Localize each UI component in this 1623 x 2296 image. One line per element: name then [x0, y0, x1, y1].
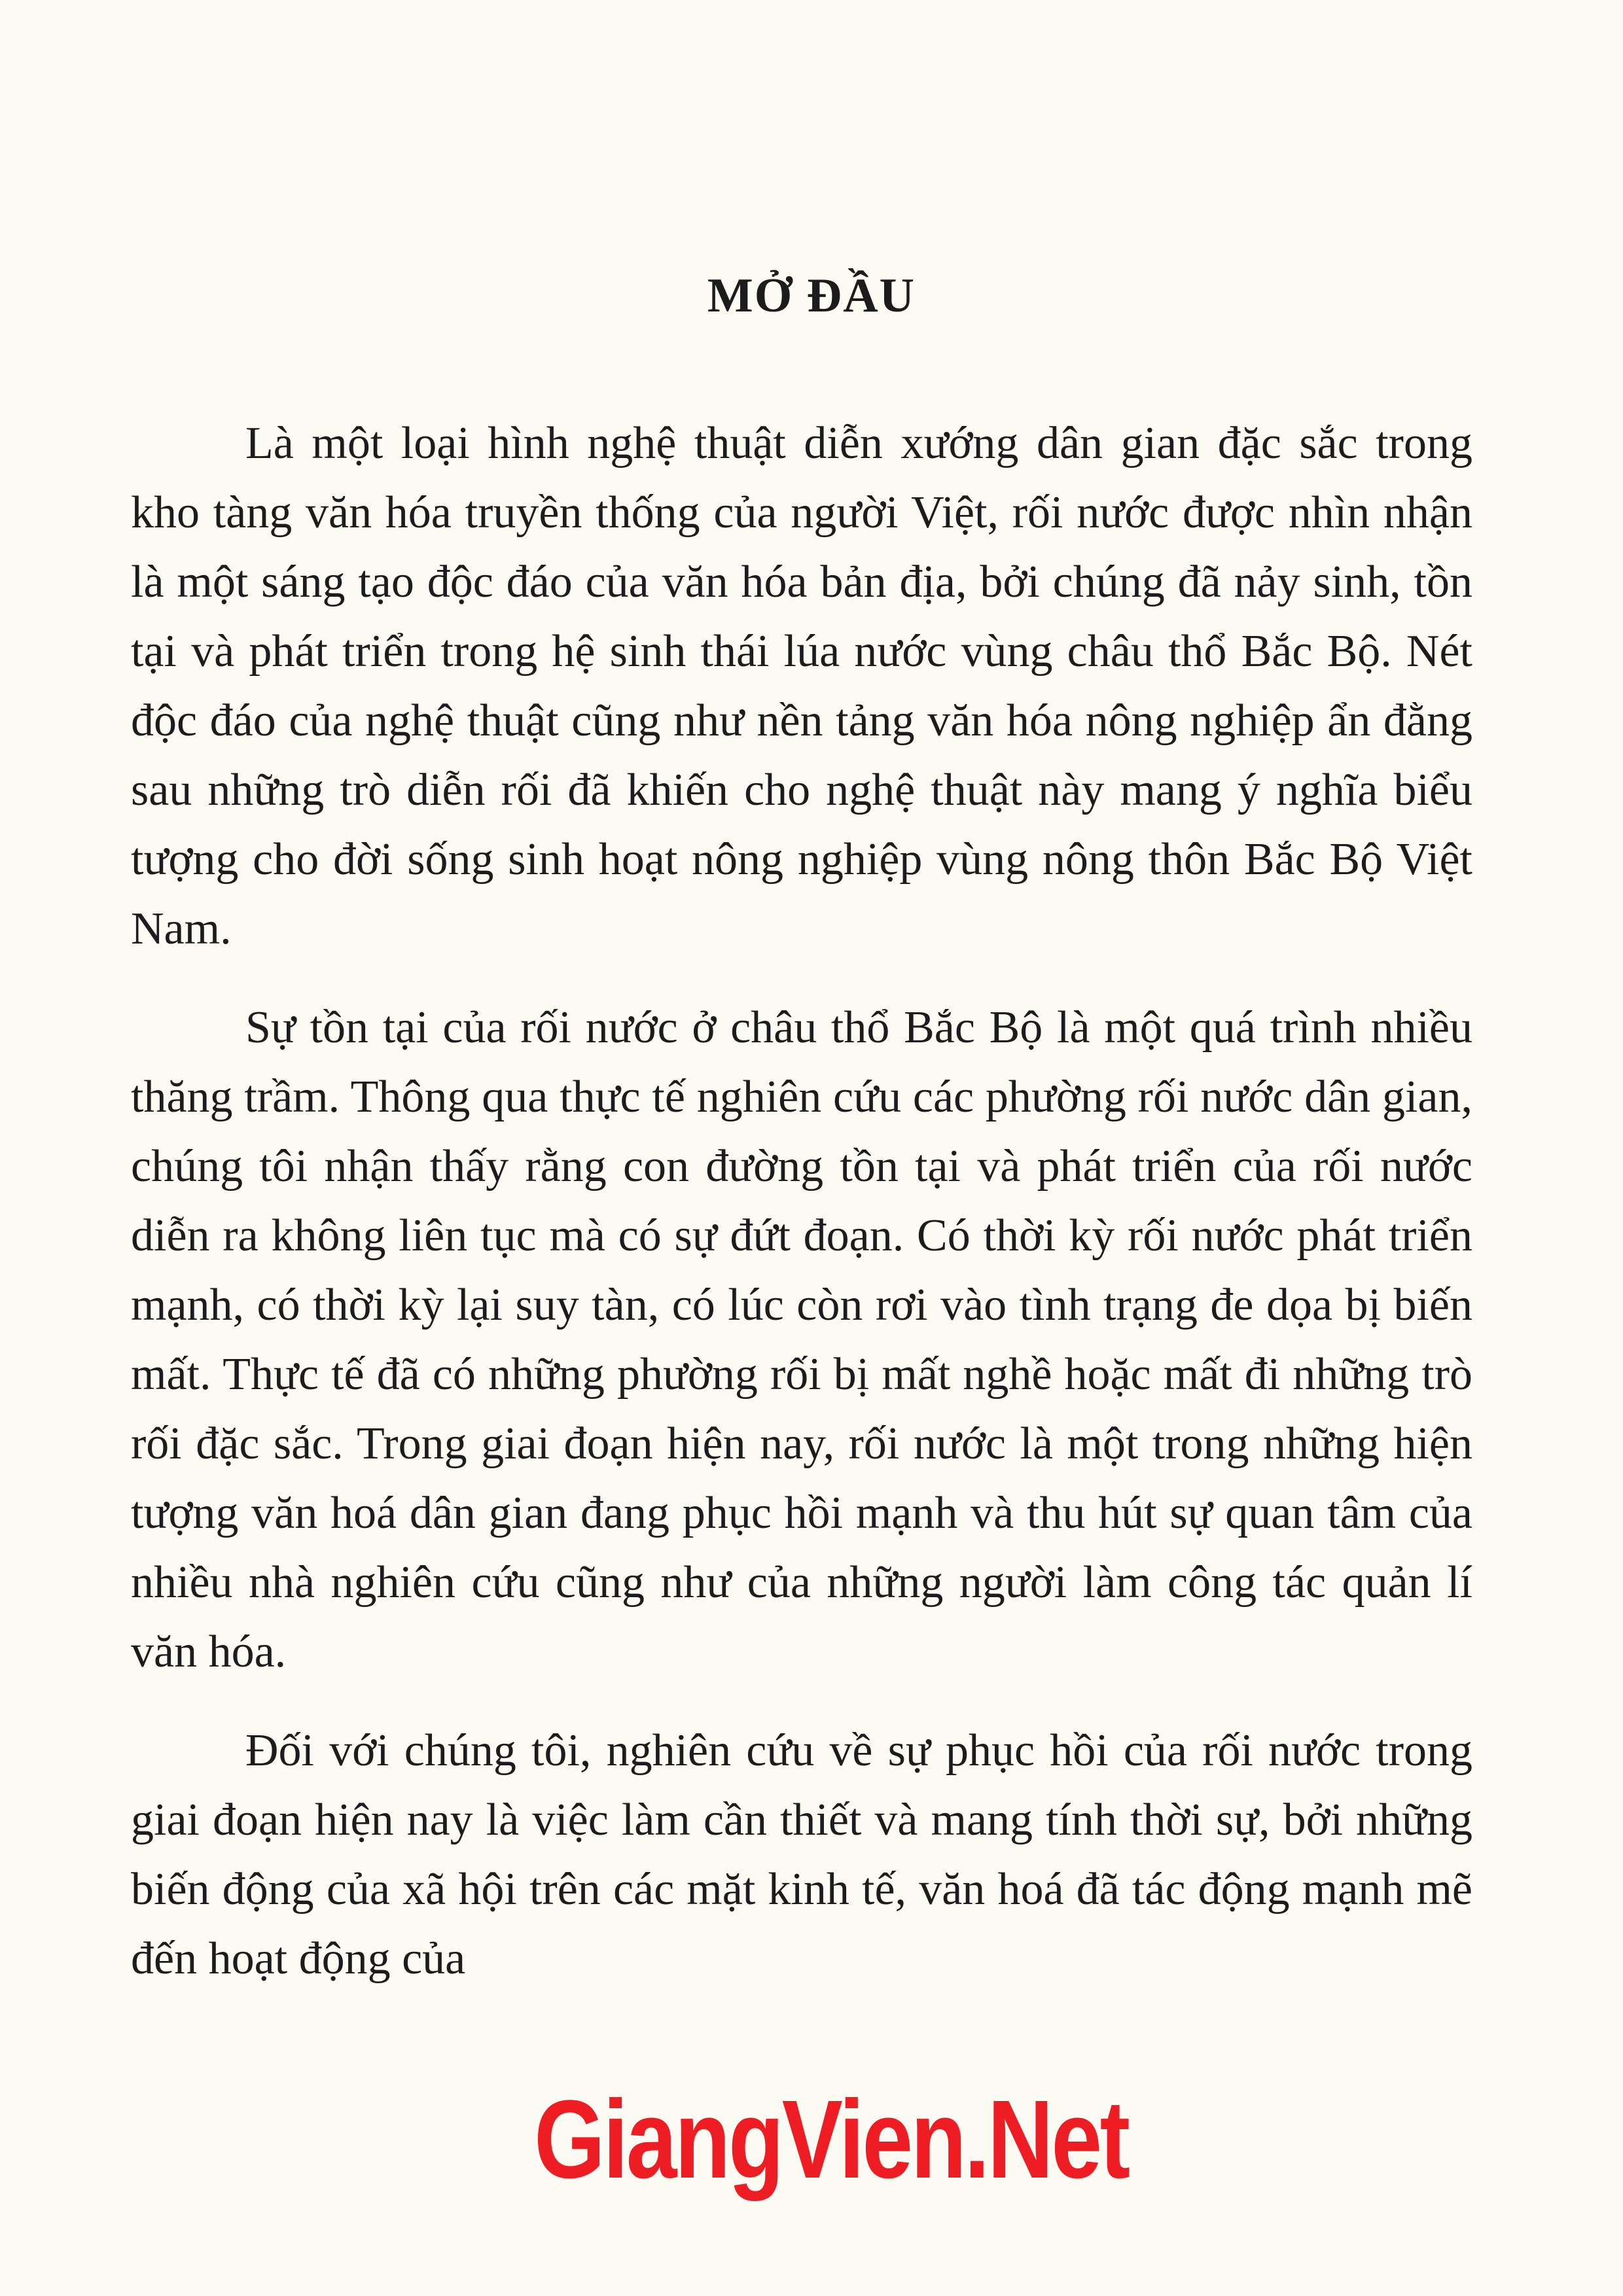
- paragraph-1: Là một loại hình nghệ thuật diễn xướng dân gian đặc sắc trong kho tàng văn hóa truyền thống của người Việt, rối nước được nhìn nhận là một sáng tạo độc đáo của văn hóa bản địa, bởi chúng đã nảy sinh, tồn tại và phát triển trong hệ sinh thái lúa nước vùng châu thổ Bắc Bộ. Nét độc đáo của nghệ thuật cũng như nền tảng văn hóa nông nghiệp ẩn đằng sau những trò diễn rối đã khiến cho nghệ thuật này mang ý nghĩa biểu tượng cho đời sống sinh hoạt nông nghiệp vùng nông thôn Bắc Bộ Việt Nam.: [131, 418, 1472, 954]
- watermark-logo: GiangVien.Net: [563, 2064, 1099, 2215]
- paragraph-3: Đối với chúng tôi, nghiên cứu về sự phục hồi của rối nước trong giai đoạn hiện nay là việc làm cần thiết và mang tính thời sự, bởi những biến động của xã hội trên các mặt kinh tế, văn hoá đã tác động mạnh mẽ đến hoạt động của: [131, 1725, 1472, 1984]
- paragraph-2: Sự tồn tại của rối nước ở châu thổ Bắc Bộ là một quá trình nhiều thăng trầm. Thông qua thực tế nghiên cứu các phường rối nước dân gian, chúng tôi nhận thấy rằng con đường tồn tại và phát triển của rối nước diễn ra không liên tục mà có sự đứt đoạn. Có thời kỳ rối nước phát triển mạnh, có thời kỳ lại suy tàn, có lúc còn rơi vào tình trạng đe dọa bị biến mất. Thực tế đã có những phường rối bị mất nghề hoặc mất đi những trò rối đặc sắc. Trong giai đoạn hiện nay, rối nước là một trong những hiện tượng văn hoá dân gian đang phục hồi mạnh và thu hút sự quan tâm của nhiều nhà nghiên cứu cũng như của những người làm công tác quản lí văn hóa.: [131, 1002, 1472, 1677]
- body-text: [131, 409, 1472, 2023]
- page-title: MỞ ĐẦU: [707, 269, 916, 323]
